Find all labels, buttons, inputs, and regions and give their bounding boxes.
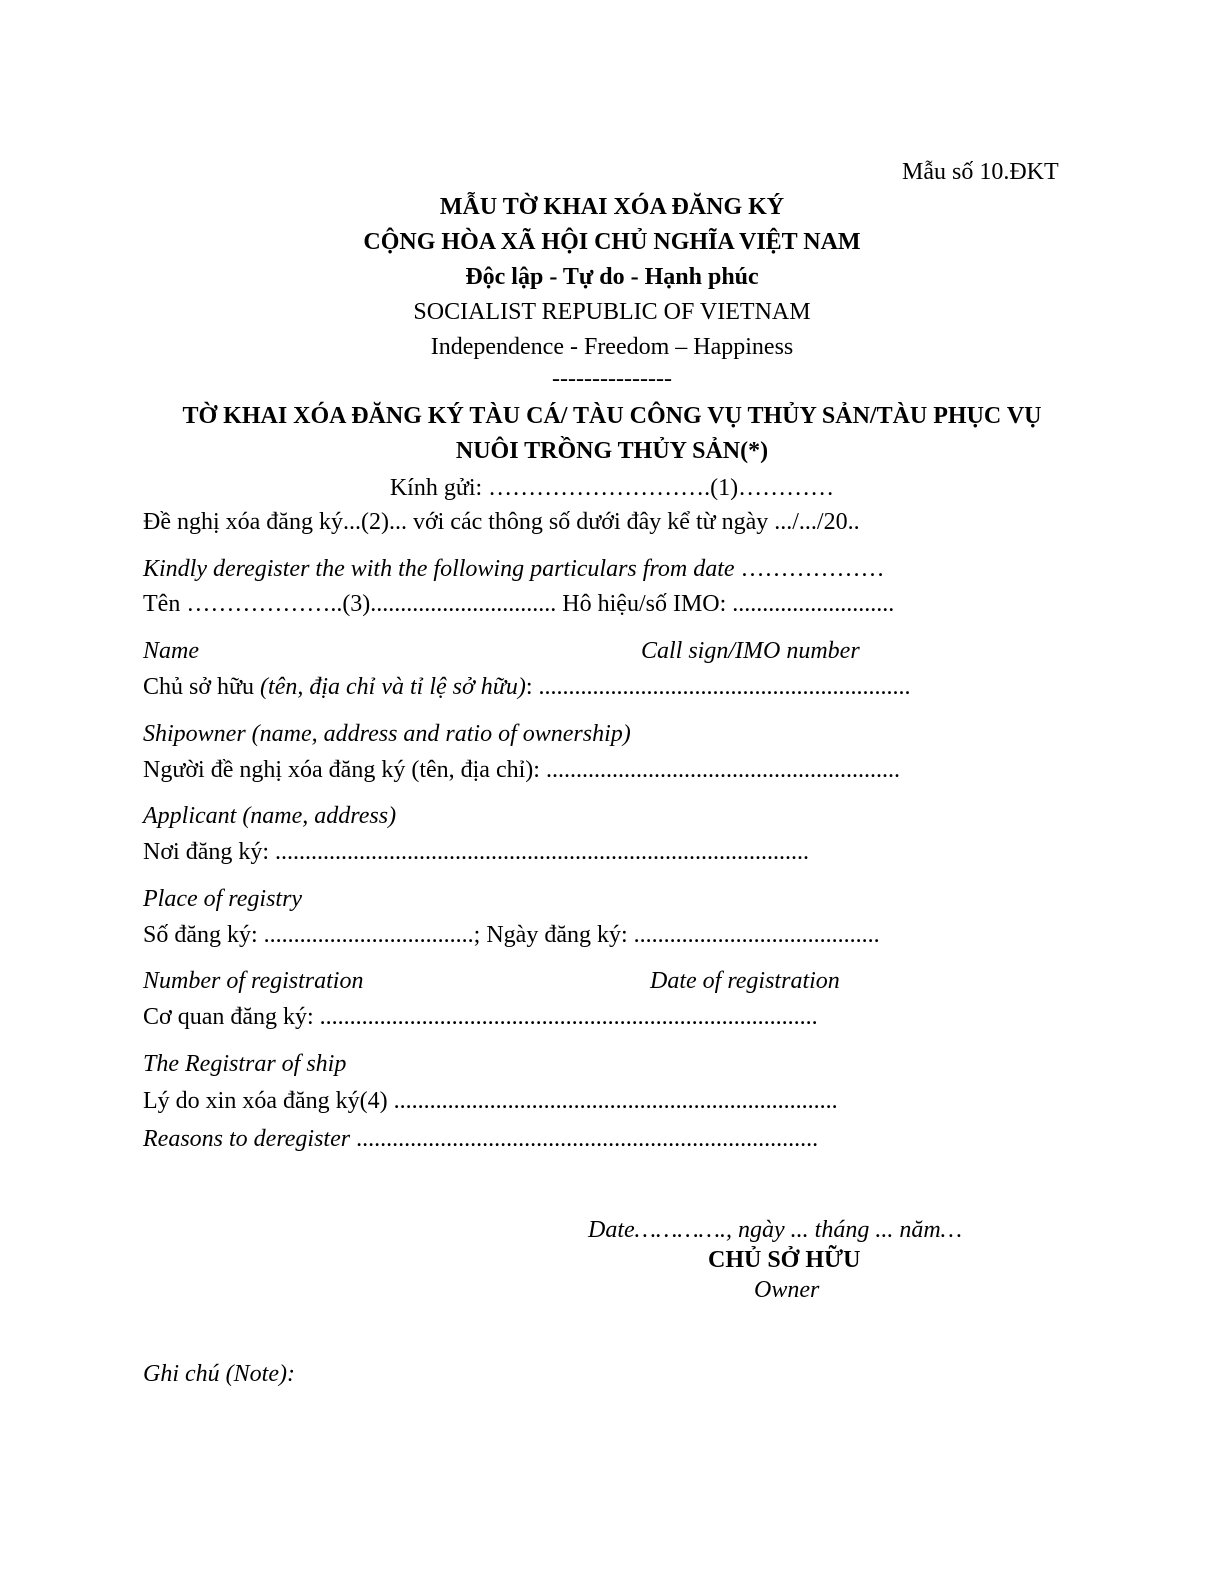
signature-role-en: Owner — [754, 1277, 820, 1303]
country-name-vi: CỘNG HÒA XÃ HỘI CHỦ NGHĨA VIỆT NAM — [363, 229, 861, 255]
owner-label: Chủ sở hữu — [143, 674, 261, 700]
motto-en: Independence - Freedom – Happiness — [430, 334, 794, 360]
registration-number-row: Số đăng ký: ...................................; Ngày đăng ký: ......................................... — [143, 922, 880, 948]
reason-label-en: Reasons to deregister — [143, 1126, 351, 1152]
reason-row-en — [143, 1124, 818, 1154]
name-label-en: Name — [143, 638, 199, 664]
owner-dots: : .............................................................. — [525, 674, 911, 700]
country-name-en: SOCIALIST REPUBLIC OF VIETNAM — [413, 299, 811, 325]
applicant-label-en: Applicant (name, address) — [143, 803, 397, 829]
signature-role-vi: CHỦ SỞ HỮU — [708, 1247, 861, 1273]
registration-number-label-en: Number of registration — [143, 968, 364, 994]
reason-row: Lý do xin xóa đăng ký(4) .......................................................................... — [143, 1088, 838, 1114]
reason-dots-en: ............................................................................. — [350, 1126, 819, 1152]
registrar-row: Cơ quan đăng ký: ................................................................................... — [143, 1004, 818, 1030]
header-divider: --------------- — [552, 366, 672, 392]
signature-date-line: Date…………., ngày ... tháng ... năm… — [588, 1217, 963, 1243]
document-title-line2: NUÔI TRỒNG THỦY SẢN(*) — [455, 438, 769, 464]
applicant-row: Người đề nghị xóa đăng ký (tên, địa chỉ): ........................................................... — [143, 757, 900, 783]
place-of-registry-label-en: Place of registry — [143, 886, 303, 912]
registrar-label-en: The Registrar of ship — [143, 1051, 347, 1077]
request-line-en — [143, 554, 885, 584]
callsign-label-en: Call sign/IMO number — [641, 638, 860, 664]
vessel-name-row: Tên ………………..(3)............................... Hô hiệu/số IMO: ........................... — [143, 591, 895, 617]
form-title: MẪU TỜ KHAI XÓA ĐĂNG KÝ — [439, 194, 785, 220]
place-of-registry-row: Nơi đăng ký: ......................................................................................... — [143, 839, 810, 865]
shipowner-label-en: Shipowner (name, address and ratio of ownership) — [143, 721, 631, 747]
document-title-line1: TỜ KHAI XÓA ĐĂNG KÝ TÀU CÁ/ TÀU CÔNG VỤ THỦY SẢN/TÀU PHỤC VỤ — [182, 403, 1042, 429]
form-number: Mẫu số 10.ĐKT — [902, 159, 1059, 185]
request-line-vi: Đề nghị xóa đăng ký...(2)... với các thông số dưới đây kể từ ngày .../.../20.. — [143, 509, 860, 535]
addressee-line: Kính gửi: ……………………….(1)………… — [389, 475, 835, 501]
owner-label-detail: (tên, địa chỉ và tỉ lệ sở hữu) — [260, 674, 526, 700]
note-label: Ghi chú (Note): — [143, 1361, 295, 1387]
request-en-text: Kindly deregister the with the following particulars from date — [143, 556, 735, 582]
motto-vi: Độc lập - Tự do - Hạnh phúc — [465, 264, 759, 290]
registration-date-label-en: Date of registration — [650, 968, 840, 994]
request-en-dots: ……………… — [740, 556, 885, 582]
owner-row — [143, 672, 911, 702]
